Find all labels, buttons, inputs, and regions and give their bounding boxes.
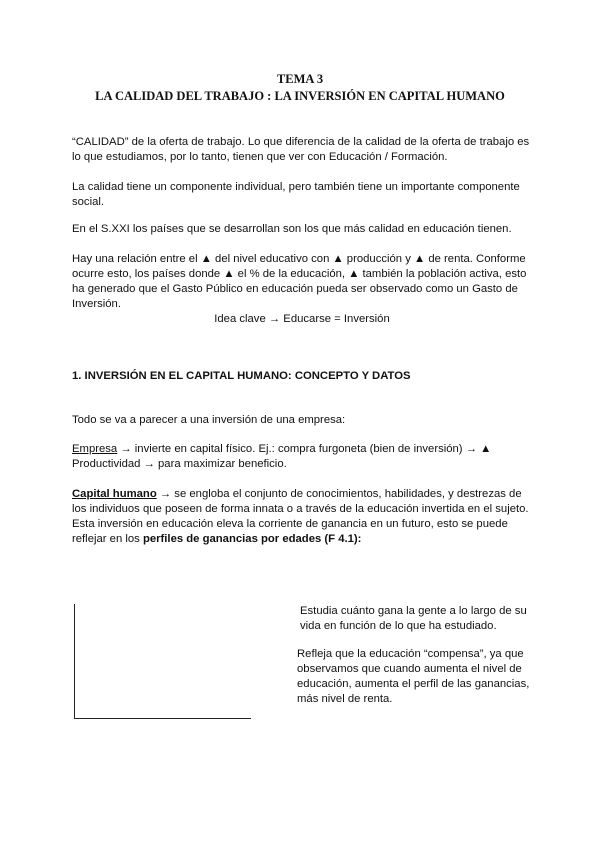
figure-note-2: Refleja que la educación “compensa”, ya que observamos que cuando aumenta el nivel de educación, aumenta el perfil de las ganancias, más nivel de renta. <box>297 648 530 705</box>
capital-humano-term: Capital humano <box>72 488 157 500</box>
intro-paragraph-4: Hay una relación entre el ▲ del nivel educativo con ▲ producción y ▲ de renta. Conforme ocurre esto, los países donde ▲ el % de la educación, ▲ también la población activa, esto ha generado que el Gasto Público en educación pueda ser observado como un Gasto de Inversión. <box>72 253 527 310</box>
section-paragraph-1: Todo se va a parecer a una inversión de una empresa: <box>72 414 346 426</box>
capital-humano-text: → se engloba el conjunto de conocimientos, habilidades, y destrezas de los individuos que poseen de forma innata o a través de la educación invertida en el sujeto. Esta inversión en educación eleva la corriente de ganancia en un futuro, esto se puede reflejar en los <box>72 488 529 545</box>
empresa-text: → invierte en capital físico. Ej.: compra furgoneta (bien de inversión) → ▲ Productividad → para maximizar beneficio. <box>72 443 492 470</box>
figure-y-axis <box>74 604 75 719</box>
empresa-term: Empresa <box>72 443 118 455</box>
tema-number: TEMA 3 <box>276 72 324 86</box>
intro-paragraph-3: En el S.XXI los países que se desarrollan son los que más calidad en educación tienen. <box>72 223 512 235</box>
capital-humano-paragraph <box>72 487 532 547</box>
intro-paragraph-2: La calidad tiene un componente individual, pero también tiene un importante componente social. <box>72 181 520 208</box>
empresa-paragraph <box>72 442 532 472</box>
section-heading: 1. INVERSIÓN EN EL CAPITAL HUMANO: CONCEPTO Y DATOS <box>72 370 411 382</box>
capital-humano-bold: perfiles de ganancias por edades (F 4.1): <box>142 533 362 545</box>
intro-paragraph-1: “CALIDAD” de la oferta de trabajo. Lo que diferencia de la calidad de la oferta de trabajo es lo que estudiamos, por lo tanto, tienen que ver con Educación / Formación. <box>72 136 530 163</box>
figure-note-1: Estudia cuánto gana la gente a lo largo de su vida en función de lo que ha estudiado. <box>300 605 527 632</box>
figure-x-axis <box>74 718 251 719</box>
page-title: LA CALIDAD DEL TRABAJO : LA INVERSIÓN EN CAPITAL HUMANO <box>95 89 505 103</box>
key-idea: Idea clave → Educarse = Inversión <box>214 313 390 325</box>
